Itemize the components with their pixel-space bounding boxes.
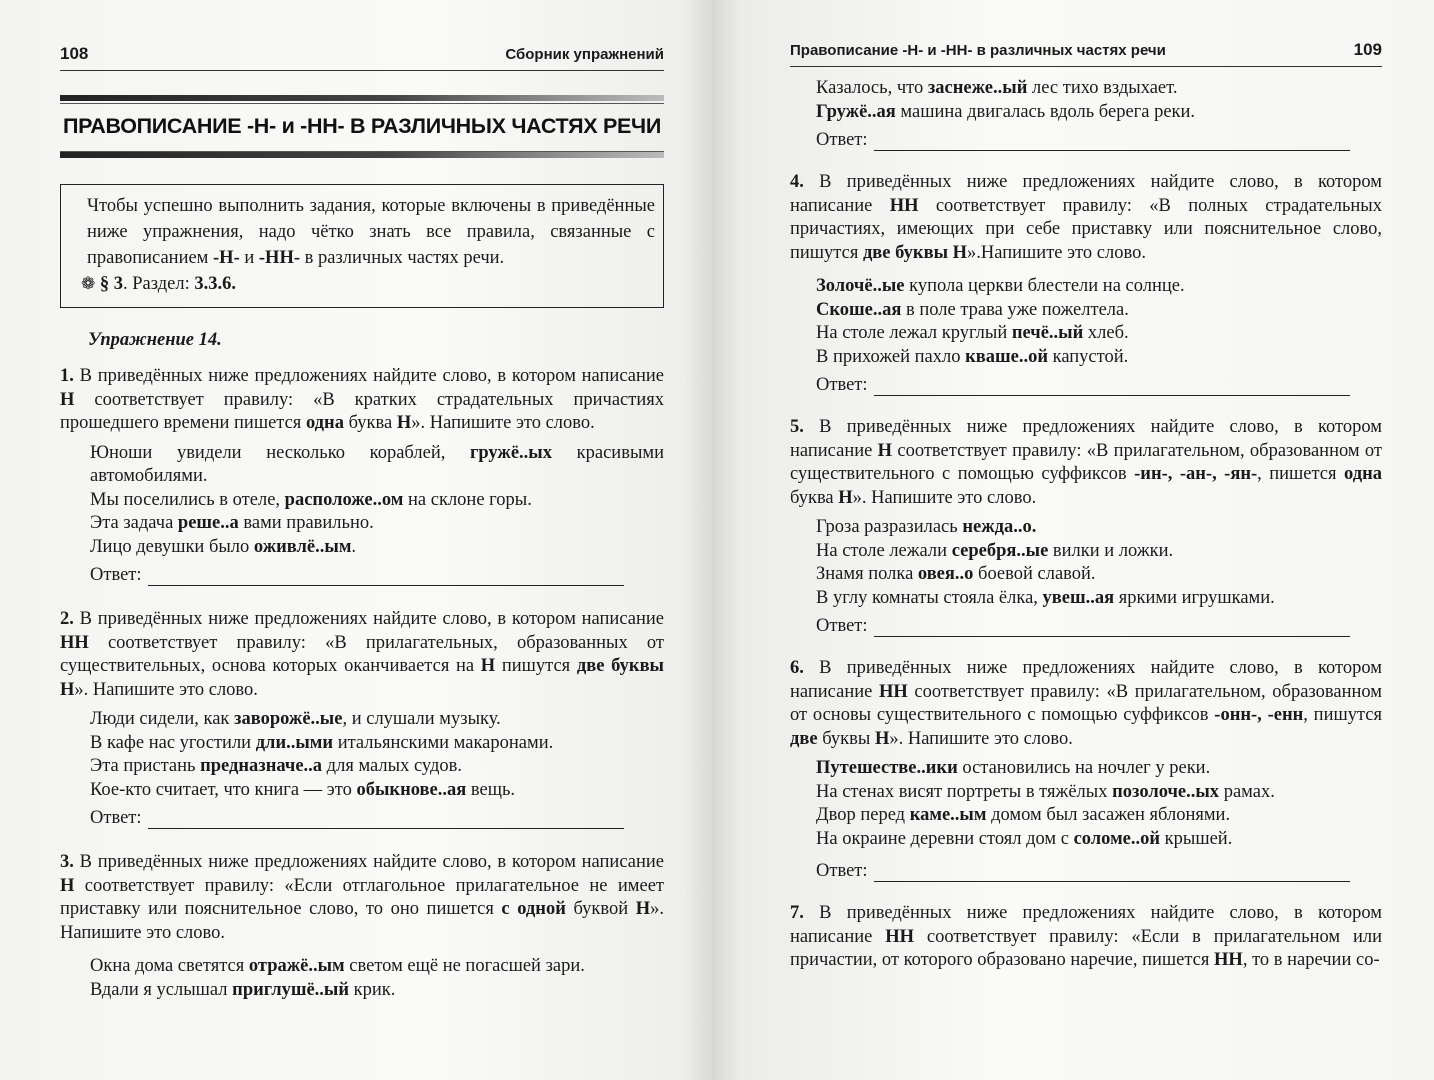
text-fragment: домом был засажен яблонями. [986, 805, 1231, 825]
text-fragment: Юноши увидели несколько кораблей, [90, 442, 470, 463]
text-fragment: На стенах висят портреты в тяжёлых [816, 781, 1113, 802]
exercise-title: Упражнение 14. [88, 330, 222, 350]
sentence [90, 955, 664, 979]
text-fragment: заворожё..ые [234, 709, 343, 729]
text-fragment: в поле трава уже пожелтела. [901, 299, 1129, 320]
text-fragment: . [351, 536, 357, 557]
text-fragment: каме..ым [909, 805, 987, 825]
task-number: 4. [790, 172, 804, 192]
text-fragment: В приведённых ниже предложениях найдите слово, в котором написание [73, 366, 664, 386]
sentence [816, 563, 1382, 587]
sentence [816, 587, 1382, 611]
text-fragment: На столе лежал круглый [816, 323, 1012, 343]
task-question [790, 902, 1382, 973]
text-fragment: две буквы Н [862, 242, 968, 263]
text-fragment: НН [885, 926, 914, 947]
text-fragment: красивыми автомобилями. [90, 442, 664, 486]
text-fragment: , и слушали музыку. [342, 709, 501, 729]
text-fragment: реше..а [177, 513, 239, 533]
text-fragment: приглушё..ый [232, 979, 350, 1000]
sentence [816, 346, 1382, 370]
sentence [90, 779, 664, 803]
title-rule-bottom [60, 152, 664, 158]
text-fragment: Н [874, 728, 890, 749]
task-question [790, 416, 1382, 510]
sentence [816, 828, 1382, 852]
sentence [90, 489, 664, 513]
text-fragment: предназначе..а [200, 756, 323, 776]
text-fragment: вилки и ложки. [1048, 540, 1174, 561]
text-fragment: хлеб. [1083, 323, 1129, 343]
answer-line[interactable] [874, 134, 1350, 151]
task-number: 6. [790, 658, 804, 678]
task-6 [790, 657, 1382, 882]
answer-line[interactable] [148, 569, 624, 586]
text-fragment: вами правильно. [238, 513, 374, 533]
answer-label: Ответ: [90, 565, 142, 585]
ref-number: 3.3.6. [194, 274, 236, 294]
text-fragment: На окраине деревни стоял дом с [816, 828, 1074, 849]
text-fragment: серебря..ые [951, 540, 1049, 561]
answer-field[interactable] [816, 861, 1382, 882]
continued-sentences [816, 77, 1382, 124]
text-fragment: В кафе нас угостили [90, 732, 256, 753]
text-fragment: ». Напишите это слово. [74, 679, 258, 700]
text-fragment: пишутся [495, 656, 577, 676]
text-fragment: печё..ый [1011, 323, 1084, 343]
text-fragment: , то в наречии со- [1242, 950, 1380, 970]
text-fragment: НН [889, 195, 919, 216]
text-fragment: Казалось, что [816, 78, 928, 98]
running-header [790, 40, 1382, 67]
text-fragment: В приведённых ниже предложениях найдите слово, в котором написание [790, 903, 1382, 947]
task-number: 2. [60, 609, 74, 629]
text-fragment: яркими игрушками. [1114, 587, 1275, 608]
text-fragment: дли..ыми [255, 732, 334, 753]
text-fragment: буква [790, 487, 839, 508]
sentence [816, 322, 1382, 346]
sentence [90, 979, 664, 1003]
text-fragment: остановились на ночлег у реки. [957, 758, 1211, 778]
text-fragment: лес тихо вздыхает. [1027, 78, 1178, 98]
text-fragment: одна [1344, 464, 1382, 484]
text-fragment: Н [480, 656, 496, 676]
text-fragment: НН [1214, 950, 1243, 970]
ref-section: § 3 [99, 274, 123, 294]
text-fragment: Н [60, 389, 75, 410]
task-1 [60, 365, 664, 586]
ref-text: . Раздел: [123, 274, 195, 294]
answer-field[interactable] [816, 616, 1382, 637]
sentence [816, 781, 1382, 805]
text-fragment: Двор перед [816, 805, 910, 825]
text-fragment: расположе..ом [284, 489, 404, 510]
right-page [712, 0, 1434, 1080]
task-sentences [816, 516, 1382, 610]
text-fragment: увеш..ая [1042, 587, 1115, 608]
task-4 [790, 171, 1382, 396]
text-fragment: Эта задача [90, 513, 178, 533]
sentence [816, 804, 1382, 828]
answer-label: Ответ: [90, 808, 142, 828]
section-title: ПРАВОПИСАНИЕ -Н- и -НН- В РАЗЛИЧНЫХ ЧАСТЯХ РЕЧИ [62, 114, 661, 138]
sentence [90, 442, 664, 489]
answer-line[interactable] [874, 620, 1350, 637]
sentence [90, 755, 664, 779]
text-fragment: , пишутся [1303, 705, 1382, 725]
text-fragment: одна [305, 413, 344, 433]
text-fragment: Знамя полка [816, 564, 918, 584]
text-fragment: Путешестве..ики [816, 758, 958, 778]
sentence [90, 536, 664, 560]
info-term: -НН- [258, 248, 300, 268]
sentence [816, 299, 1382, 323]
running-head-title: Правописание -Н- и -НН- в различных частях речи [790, 42, 1166, 59]
text-fragment: Гроза разразилась [816, 517, 963, 537]
text-fragment: крышей. [1160, 828, 1233, 849]
ornament-icon: ❁ [81, 274, 96, 293]
section-title-block [60, 95, 664, 158]
text-fragment: Кое-кто считает, что книга — это [90, 779, 357, 800]
sentence [90, 708, 664, 732]
info-term: -Н- [213, 248, 240, 268]
text-fragment: на склоне горы. [403, 489, 532, 510]
text-fragment: Н [635, 899, 651, 919]
info-text: Чтобы успешно выполнить задания, которые включены в приведённые ниже упражнения, надо чётко знать все правила, связанные с правописанием [87, 196, 655, 268]
sentence [90, 732, 664, 756]
text-fragment: соответствует правилу: «В прилагательном, образованном от существительного с помощью суффиксов [790, 440, 1382, 484]
text-fragment: боевой славой. [973, 564, 1096, 584]
text-fragment: соломе..ой [1073, 828, 1161, 849]
task-question [60, 608, 664, 702]
text-fragment: ». Напишите это слово. [889, 728, 1073, 749]
text-fragment: Н [838, 487, 853, 508]
task-sentences [816, 757, 1382, 851]
text-fragment: итальянскими макаронами. [333, 732, 554, 753]
task-number: 3. [60, 852, 74, 872]
text-fragment: Лицо девушки было [90, 536, 254, 557]
text-fragment: буква [343, 413, 397, 433]
text-fragment: соответствует правилу: «В прилагательных, образованных от существительных, основа которых оканчивается на [60, 632, 664, 676]
sentence [816, 275, 1382, 299]
text-fragment: В приведённых ниже предложениях найдите слово, в котором написание [790, 172, 1382, 216]
task-sentences [90, 442, 664, 560]
task-sentences [90, 708, 664, 802]
text-fragment: Н [877, 440, 893, 461]
text-fragment: На столе лежали [816, 540, 952, 561]
answer-field[interactable] [816, 130, 1382, 151]
text-fragment: вещь. [466, 779, 516, 800]
running-header [60, 44, 664, 71]
text-fragment: Скоше..ая [816, 299, 902, 320]
task-number: 1. [60, 366, 74, 386]
sentence [816, 77, 1382, 101]
page-number: 108 [60, 44, 89, 63]
text-fragment: Н [60, 875, 75, 896]
text-fragment: В приведённых ниже предложениях найдите слово, в котором написание [790, 658, 1382, 702]
sentence [816, 101, 1382, 125]
text-fragment: буквой [565, 899, 636, 919]
answer-field[interactable] [90, 565, 664, 586]
running-head-title: Сборник упражнений [505, 46, 664, 63]
text-fragment: Гружё..ая [816, 101, 896, 122]
text-fragment: ». Напишите это слово. [852, 487, 1037, 508]
text-fragment: ».Напишите это слово. [967, 242, 1146, 263]
text-fragment: Эта пристань [90, 756, 201, 776]
answer-line[interactable] [874, 865, 1350, 882]
text-fragment: две буквы Н [60, 656, 665, 700]
text-fragment: НН [60, 632, 89, 653]
text-fragment: две [790, 728, 818, 749]
text-fragment: ». Напишите это слово. [411, 413, 595, 433]
text-fragment: отражё..ым [248, 956, 345, 976]
answer-label: Ответ: [816, 616, 868, 636]
task-5 [790, 416, 1382, 637]
task-2 [60, 608, 664, 829]
text-fragment: Вдали я услышал [90, 979, 233, 1000]
text-fragment: кваше..ой [965, 346, 1048, 367]
text-fragment: Люди сидели, как [90, 709, 235, 729]
text-fragment: соответствует правилу: «В кратких страдательных причастиях прошедшего времени пишется [60, 389, 664, 433]
sentence [816, 516, 1382, 540]
sentence [90, 512, 664, 536]
task-7 [790, 902, 1382, 973]
task-question [790, 657, 1382, 751]
text-fragment: крик. [349, 979, 396, 1000]
answer-label: Ответ: [816, 130, 868, 150]
text-fragment: ». Напишите это слово. [60, 899, 664, 943]
text-fragment: Золочё..ые [816, 276, 905, 296]
sentence [816, 540, 1382, 564]
info-reference [81, 271, 655, 297]
text-fragment: НН [878, 681, 908, 702]
text-fragment: Н [396, 413, 412, 433]
answer-label: Ответ: [816, 861, 868, 881]
task-sentences [816, 275, 1382, 369]
title-rule-top [60, 95, 664, 101]
text-fragment: В приведённых ниже предложениях найдите слово, в котором написание [790, 417, 1382, 461]
text-fragment: , пишется [1257, 464, 1344, 484]
task-question [60, 365, 664, 436]
text-fragment: купола церкви блестели на солнце. [904, 276, 1185, 296]
info-text: в различных частях речи. [300, 248, 505, 268]
text-fragment: соответствует правилу: «Если в прилагательном или причастии, от которого образовано наречие, пишется [790, 926, 1382, 970]
text-fragment: машина двигалась вдоль берега реки. [895, 101, 1196, 122]
text-fragment: соответствует правилу: «В прилагательном, образованном от основы существительного с помощью суффиксов [790, 681, 1382, 725]
text-fragment: гружё..ых [469, 442, 553, 463]
text-fragment: В приведённых ниже предложениях найдите слово, в котором написание [73, 852, 664, 872]
text-fragment: буквы [817, 728, 875, 749]
text-fragment: нежда..о. [962, 517, 1037, 537]
text-fragment: соответствует правилу: «В полных страдательных причастиях, имеющих при себе приставку или пояснительное слово, пишутся [790, 195, 1382, 263]
sentence [816, 757, 1382, 781]
text-fragment: овея..о [917, 564, 974, 584]
text-fragment: с одной [501, 899, 566, 919]
page-number: 109 [1353, 40, 1382, 59]
text-fragment: соответствует правилу: «Если отглагольное прилагательное не имеет приставку или пояснительное слово, то оно пишется [60, 875, 664, 919]
left-page [0, 0, 712, 1080]
answer-field[interactable] [816, 375, 1382, 396]
text-fragment: В приведённых ниже предложениях найдите слово, в котором написание [73, 609, 664, 629]
text-fragment: заснеже..ый [927, 78, 1028, 98]
text-fragment: оживлё..ым [253, 536, 352, 557]
task-question [60, 851, 664, 945]
answer-line[interactable] [874, 379, 1350, 396]
task-number: 5. [790, 417, 804, 437]
task-number: 7. [790, 903, 804, 923]
text-fragment: Мы поселились в отеле, [90, 489, 285, 510]
text-fragment: капустой. [1047, 346, 1129, 367]
title-rule-top-thin [60, 103, 664, 104]
text-fragment: Окна дома светятся [90, 956, 249, 976]
answer-label: Ответ: [816, 375, 868, 395]
info-box [60, 184, 664, 308]
text-fragment: В прихожей пахло [816, 346, 966, 367]
text-fragment: светом ещё не погасшей зари. [344, 956, 585, 976]
info-text: и [239, 248, 259, 268]
task-question [790, 171, 1382, 265]
task-3 [60, 851, 664, 1002]
answer-field[interactable] [90, 808, 664, 829]
text-fragment: -онн-, -енн [1214, 705, 1304, 725]
text-fragment: для малых судов. [322, 756, 463, 776]
task-sentences [90, 955, 664, 1002]
text-fragment: В углу комнаты стояла ёлка, [816, 587, 1043, 608]
text-fragment: рамах. [1219, 781, 1275, 802]
text-fragment: -ин-, -ан-, -ян- [1134, 464, 1258, 484]
text-fragment: обыкнове..ая [356, 779, 467, 800]
answer-line[interactable] [148, 812, 624, 829]
text-fragment: позолоче..ых [1112, 781, 1220, 802]
